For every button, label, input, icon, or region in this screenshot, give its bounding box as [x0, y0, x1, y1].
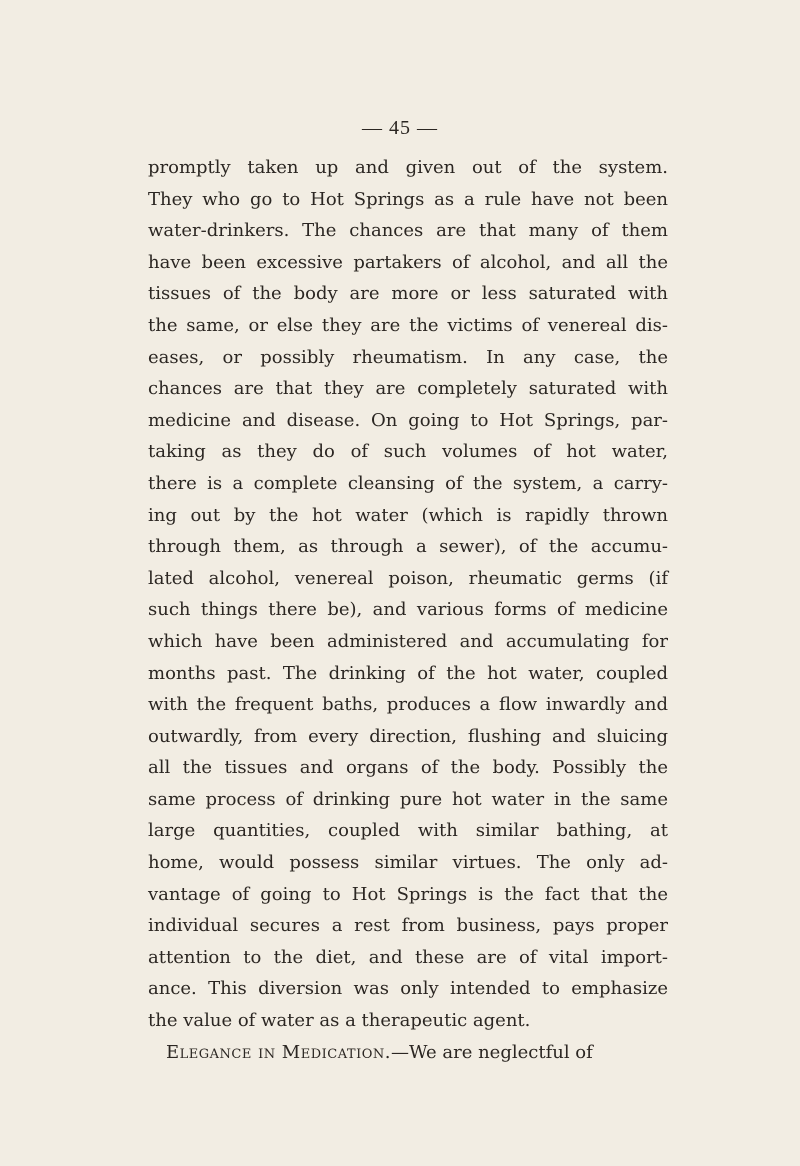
text-line: taking as they do of such volumes of hot water, — [148, 441, 668, 463]
text-line: vantage of going to Hot Springs is the fact that the — [148, 883, 668, 905]
page-number: — 45 — — [362, 117, 438, 139]
text-line: promptly taken up and given out of the system. — [148, 157, 668, 178]
text-line: through them, as through a sewer), of the accumu- — [148, 536, 668, 558]
text-line: chances are that they are completely saturated with — [148, 378, 668, 400]
text-line: outwardly, from every direction, flushing and sluicing — [148, 725, 668, 747]
section-text: —We are neglectful of — [390, 1041, 593, 1063]
text-line: such things there be), and various forms of medicine — [148, 599, 668, 621]
text-line: ance. This diversion was only intended to emphasize — [148, 978, 668, 1000]
text-line: attention to the diet, and these are of vital import- — [148, 946, 668, 968]
body-text — [148, 152, 668, 1068]
text-line: ing out by the hot water (which is rapidly thrown — [148, 504, 668, 526]
text-line: individual secures a rest from business, pays proper — [148, 915, 668, 937]
text-line: medicine and disease. On going to Hot Springs, par- — [148, 409, 668, 431]
text-line: all the tissues and organs of the body. Possibly the — [148, 757, 668, 779]
text-line: have been excessive partakers of alcohol, and all the — [148, 251, 668, 273]
text-line: lated alcohol, venereal poison, rheumatic germs (if — [148, 567, 668, 589]
text-line: tissues of the body are more or less saturated with — [148, 283, 668, 305]
text-line: water-drinkers. The chances are that many of them — [148, 220, 668, 242]
text-line: home, would possess similar virtues. The only ad- — [148, 852, 668, 874]
text-line: same process of drinking pure hot water in the same — [148, 788, 668, 810]
text-line: the value of water as a therapeutic agent. — [148, 1010, 531, 1032]
text-line: the same, or else they are the victims of venereal dis- — [148, 314, 668, 336]
section-start-line — [148, 1037, 668, 1069]
text-line: with the frequent baths, produces a flow inwardly and — [148, 694, 668, 716]
text-line: large quantities, coupled with similar bathing, at — [148, 820, 668, 842]
text-line: months past. The drinking of the hot water, coupled — [148, 662, 668, 684]
text-line: there is a complete cleansing of the system, a carry- — [148, 472, 668, 494]
text-line: which have been administered and accumulating for — [148, 630, 668, 652]
section-heading: Elegance in Medication. — [166, 1041, 391, 1063]
text-line: They who go to Hot Springs as a rule have not been — [148, 188, 668, 210]
text-line: eases, or possibly rheumatism. In any case, the — [148, 346, 668, 368]
